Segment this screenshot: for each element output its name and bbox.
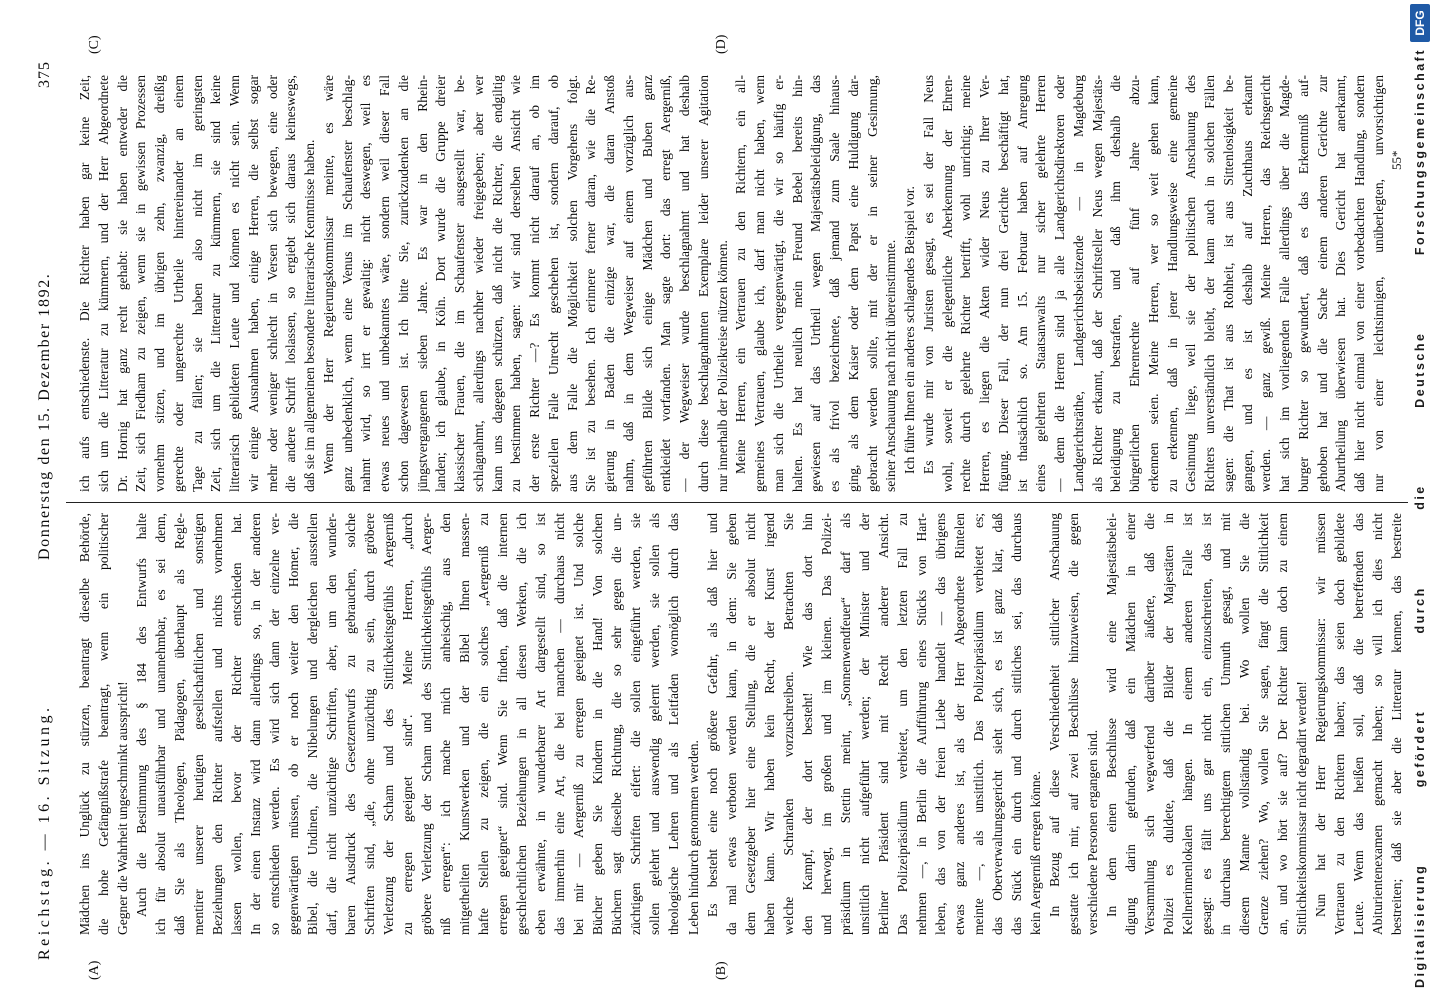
text-line: Richters unverständlich bleibt, der kann auch in solchen Fällen [1202, 75, 1217, 492]
text-line: Nun hat der Herr Regierungskommissar: wir müssen [1313, 513, 1329, 917]
text-line: mehr oder weniger schlecht in Versen sich bewegen, eine oder [264, 75, 280, 492]
text-line: schon dagewesen ist. Ich bitte Sie, zurückzudenken an die [395, 75, 411, 492]
text-line: ging, als dem Kaiser oder dem Papst eine Huldigung dar- [845, 75, 861, 492]
text-line: Zeit, sich um die Litteratur zu kümmern, sie sind keine [208, 75, 224, 492]
margin-marker-d: (D) [714, 34, 729, 54]
margin-marker-b: (B) [714, 961, 729, 980]
page-header-date: Donnerstag den 15. Dezember 1892. [36, 272, 53, 560]
text-line: nur von einer leichtsinnigen, unüberlegten, unvorsichtigen [1370, 75, 1386, 492]
text-line: gewiesen auf das Urtheil wegen Majestätsbeleidigung, das [808, 75, 824, 492]
text-line: theologische Lehren und als Leitfaden womöglich durch das [666, 513, 682, 935]
text-line: daß Sie als Theologen, Pädagogen, überhaupt als Regle- [172, 513, 188, 935]
text-line: fügung. Dieser Fall, der nun drei Gerichte beschäftigt hat, [995, 75, 1011, 492]
text-line: Gesinnung liege, weil sie der politischen Anschauung des [1183, 75, 1199, 492]
text-line: geführten Bilde sich einige Mädchen und Buben ganz [639, 75, 655, 492]
text-line: Kellnerinnenlokalen hängen. In einem anderen Falle ist [1179, 513, 1195, 935]
text-line: Leben hindurch genommen werden. [685, 740, 701, 935]
text-line: Grenze ziehen? Wo, wollen Sie sagen, fängt die Sittlichkeit [1255, 513, 1271, 935]
text-line: Gegner die Wahrheit ungeschminkt ausspricht! [115, 681, 131, 935]
text-line: dem Gesetzgeber hier eine Stellung, die er absolut nicht [742, 513, 758, 935]
text-line: In dem einen Beschlusse wird eine Majestätsbelei- [1103, 513, 1119, 917]
text-line: hat sich im vorliegenden Falle allerdings über die Magde- [1277, 75, 1292, 492]
text-line: ist thatsächlich so. Am 15. Februar haben auf Anregung [1014, 75, 1030, 492]
text-line: sollen gelehrt und auswendig gelernt werden, sie sollen als [647, 513, 663, 935]
text-line: es als frivol bezeichnete, daß jemand zum Saale hinaus- [827, 75, 842, 492]
right-column [76, 75, 1389, 492]
text-line: eines gelehrten Staatsanwalts nur sicher gelehrte Herren [1033, 75, 1049, 492]
text-line: haben kann. Wir haben kein Recht, der Kunst irgend [761, 513, 777, 935]
text-line: darf, die nicht unzüchtige Schriften, aber, um den wunder- [324, 513, 340, 935]
text-line: so entschieden werden. Es wird sich dann der einzelne ver- [267, 513, 283, 935]
text-line: als Richter erkannt, daß der Schriftsteller Neus wegen Majestäts- [1089, 75, 1105, 492]
text-line: zu erkennen, daß in jener Handlungsweise eine gemeine [1164, 75, 1180, 492]
text-line: gerechte oder ungerechte Urtheile hintereinander an einem [170, 75, 186, 492]
text-line: und herwogt, im großen und im kleinen. Das Polizei- [818, 513, 834, 935]
text-line: bestreiten; daß sie aber die Litteratur kennen, das bestreite [1389, 513, 1405, 935]
text-line: klassischer Frauen, die im Schaufenster ausgestellt war, be- [452, 75, 467, 492]
text-line: Büchern sagt dieselbe Richtung, die so sehr gegen die un- [609, 513, 625, 935]
text-line: gangen, und es ist deshalb auf Zuchthaus erkannt [1239, 75, 1255, 492]
text-line: Wenn der Herr Regierungskommissar meinte, es wäre [320, 75, 336, 474]
text-line: das immerhin eine Art, die bei manchen — durchaus nicht [552, 513, 568, 935]
text-line: hafte Stellen zu zeigen, die ein solches „Aergerniß zu [476, 513, 492, 935]
text-line: Es wurde mir von Juristen gesagt, es sei der Fall Neus [920, 75, 936, 474]
text-line: leben, das von der freien Liebe handelt — das übrigens [932, 513, 948, 935]
text-line: halten. Es hat neulich mein Freund Bebel bereits hin- [789, 75, 805, 492]
text-line: mitgetheilten Kunstwerken und der Bibel Ihnen massen- [457, 513, 473, 935]
text-line: durch diese beschlagnahmten Exemplare leider unserer Agitation [695, 75, 711, 492]
text-line: zu bestimmen haben, sagen: wir sind derselben Ansicht wie [508, 75, 524, 492]
text-line: sich um die Litteratur zu kümmern, und der Herr Abgeordnete [95, 75, 111, 492]
text-line: gehoben hat und die Sache einem anderen Gerichte zur [1314, 75, 1330, 492]
text-line: zu erregen geeignet sind“. Meine Herren, „durch [400, 513, 416, 935]
text-line: Meine Herren, ein Vertrauen zu den Richtern, ein all- [733, 75, 749, 474]
text-line: meinte —, als unsittlich. Das Polizeipräsidium verbietet es; [970, 513, 986, 935]
text-line: vornehm sitzen, und im übrigen zehn, zwanzig, dreißig [152, 75, 167, 492]
text-line: litterarisch gebildeten Leute und können es nicht sein. Wenn [227, 75, 242, 492]
text-line: speziellen Falle Unrecht geschehen ist, sondern darauf, ob [545, 75, 561, 492]
text-line: Auch die Bestimmung des § 184 des Entwurfs halte [134, 513, 150, 917]
text-line: In der einen Instanz wird dann allerdings so, in der anderen [248, 513, 264, 935]
text-line: gemeines Vertrauen, glaube ich, darf man nicht haben, wenn [752, 75, 767, 492]
text-line: Herren, es liegen die Akten wider Neus zu Ihrer Ver- [977, 75, 992, 492]
text-line: landen; ich glaube, in Köln. Dort wurde die Gruppe dreier [433, 75, 449, 492]
text-line: präsidium in Stettin meint, „Sonnenwendfeuer“ darf als [837, 513, 853, 935]
text-line: gestatte ich mir, auf zwei Beschlüsse hinzuweisen, die gegen [1065, 513, 1081, 935]
text-line: Sie ist zu besehen. Ich erinnere ferner daran, wie die Re- [583, 75, 599, 492]
dfg-logo-icon: DFG [1410, 4, 1430, 42]
text-line: eben erwähnte, in wunderbarer Art dargestellt sind, so ist [533, 513, 549, 935]
text-line: das Oberverwaltungsgericht sieht sich, es ist ganz klar, daß [989, 513, 1005, 935]
column-divider [66, 502, 1408, 503]
text-line: jüngstvergangenen sieben Jahre. Es war in den Rhein- [414, 75, 430, 492]
text-line: ich für absolut unausführbar und unannehmbar, es sei denn, [153, 513, 169, 935]
text-line: den Kampf, der dort besteht! Wie das dort hin [799, 513, 815, 935]
text-line: in durchaus berechtigtem sittlichen Unmuth gesagt, und mit [1217, 513, 1233, 935]
text-line: kann uns dagegen schützen, daß nicht die Richter, die endgiltig [489, 75, 505, 492]
text-line: Ich führe Ihnen ein anderes schlagendes Beispiel vor. [902, 186, 917, 474]
text-line: erkennen seien. Meine Herren, wer so weit gehen kann, [1145, 75, 1161, 492]
text-line: da mal etwas verboten werden kann, in dem: Sie geben [723, 513, 739, 935]
text-line: baren Ausdruck des Gesetzentwurfs zu gebrauchen, solche [343, 513, 359, 935]
text-line: Bücher geben Sie Kindern in die Hand! Von solchen [590, 513, 606, 935]
text-line: ich aufs entschiedenste. Die Richter haben gar keine Zeit, [77, 75, 92, 492]
text-line: — der Wegweiser wurde beschlagnahmt und hat deshalb [677, 75, 692, 492]
text-line: Vertrauen zu den Richtern haben; das seien doch gebildete [1332, 513, 1348, 935]
signature-mark: 55* [1389, 150, 1404, 170]
text-line: beleidigung zu bestrafen, und daß ihm deshalb die [1108, 75, 1124, 492]
text-line: Es besteht eine noch größere Gefahr, als daß hier und [704, 513, 720, 917]
text-line: Dr. Hornig hat ganz recht gehabt: sie haben entweder die [114, 75, 130, 492]
text-line: werden. — ganz gewiß. Meine Herren, das Reichsgericht [1258, 75, 1274, 492]
text-line: etwas ganz anderes ist, als der Herr Abgeordnete Rintelen [951, 513, 967, 935]
text-line: Zeit, sich Fiedham zu zeigen, wenn sie in gewissen Prozessen [133, 75, 149, 492]
text-line: Tage zu fällen; sie haben also nicht im geringsten [189, 75, 205, 492]
text-line: seiner Anschauung nach nicht übereinstimmte. [883, 239, 899, 492]
text-line: etwas neues und unbekanntes wäre, sondern weil dieser Fall [377, 75, 392, 492]
text-line: Versammlung sich wegwerfend darüber äußerte, daß die [1141, 513, 1157, 935]
margin-marker-c: (C) [87, 35, 102, 54]
text-line: daß hier nicht einmal von einer vorbedachten Handlung, sondern [1352, 75, 1367, 492]
text-line: kein Aergerniß erregen könne. [1027, 771, 1043, 935]
text-line: Polizei es duldete, daß die Bilder der Majestäten in [1160, 513, 1176, 935]
text-line: diesem Manne vollständig bei. Wo wollen Sie die [1236, 513, 1252, 935]
text-line: nahmt wird, so irrt er gewaltig: nicht deswegen, weil es [358, 75, 374, 492]
text-line: ganz unbedenklich, wenn eine Venus im Schaufenster beschlag- [339, 75, 355, 492]
text-line: In Bezug auf diese Verschiedenheit sittlicher Anschauung [1046, 513, 1062, 917]
text-line: welche Schranken vorzuschreiben. Betrachten Sie [780, 513, 796, 935]
text-line: mentirer unserer heutigen gesellschaftlichen und sonstigen [191, 513, 207, 935]
text-line: nahm, daß in dem Wegweiser auf einem vorzüglich aus- [620, 75, 636, 492]
text-line: gebracht werden sollte, mit der er in seiner Gesinnung, [864, 75, 880, 492]
text-line: das Stück ein durch und durch sittliches sei, das durchaus [1008, 513, 1024, 935]
text-line: sagen: die That ist aus Rohheit, ist aus Sittenlosigkeit be- [1220, 75, 1236, 492]
text-line: burger Richter so gewundert, daß es das Erkenntniß auf- [1295, 75, 1311, 492]
text-line: aus dem Falle die Möglichkeit solchen Vorgehens folgt. [564, 75, 580, 492]
text-line: erregen geeignet“ sind. Wenn Sie finden, daß die internen [495, 513, 511, 935]
text-line: schlagnahmt, allerdings nachher wieder freigegeben; aber wer [470, 75, 486, 492]
text-line: bürgerlichen Ehrenrechte auf fünf Jahre abzu- [1127, 75, 1142, 492]
text-line: Das Polizeipräsidium verbietet, um den letzten Fall zu [894, 513, 910, 935]
text-line: digung darin gefunden, daß ein Mädchen in einer [1122, 513, 1138, 935]
page-header-session: Reichstag. — 16. Sitzung. [36, 704, 53, 960]
text-line: gröbere Verletzung der Scham und des Sittlichkeitsgefühls Aerger- [419, 513, 435, 935]
text-line: die hohe Gefängnißstrafe beantragt, wenn ein politischer [96, 513, 112, 935]
funding-credit: Digitalisierung gefördert durch die Deutsche Forschungsgemeinschaft [1413, 48, 1427, 988]
text-line: wohl, soweit er die gelegentliche Aberkennung der Ehren- [939, 75, 955, 492]
text-line: die andere Schrift loslassen, so ergiebt sich daraus keineswegs, [283, 75, 299, 492]
text-line: rechte durch gelehrte Richter betrifft, wohl unrichtig; meine [958, 75, 974, 492]
text-line: gesagt: es fällt uns gar nicht ein, einzuschreiten, das ist [1198, 513, 1214, 935]
text-line: daß sie im allgemeinen besondere litterarische Kenntnisse haben. [302, 139, 317, 492]
page-number: 375 [36, 61, 53, 88]
text-line: geschlechtlichen Beziehungen in all diesen Werken, die ich [514, 513, 530, 935]
text-line: unsittlich nicht aufgeführt werden; der Minister und der [856, 513, 872, 935]
text-line: Sittlichkeitskommissar nicht degradirt werden! [1294, 681, 1309, 935]
text-line: Abiturientenexamen gemacht haben; so will ich dies nicht [1370, 513, 1386, 935]
text-line: Mädchen ins Unglück zu stürzen, beantragt dieselbe Behörde, [77, 513, 92, 935]
text-line: an, und wo hört sie auf? Der Richter kann doch zu einem [1274, 513, 1290, 935]
text-line: Aburtheilung überwiesen hat. Dies Gericht hat anerkannt, [1333, 75, 1349, 492]
text-line: Bibel, die Undinen, die Nibelungen und dergleichen ausstellen [305, 513, 321, 935]
text-line: nehmen —, in Berlin die Aufführung eines Stücks von Hart- [913, 513, 929, 935]
text-line: Landgerichtsräthe, Landgerichtsbeisitzende — in Magdeburg [1070, 75, 1086, 492]
text-line: Berliner Präsident sind mit Recht anderer Ansicht. [875, 513, 891, 935]
text-line: bei mir — Aergerniß zu erregen geeignet ist. Und solche [571, 513, 587, 935]
text-line: wir einige Ausnahmen haben, einige Herren, die selbst sogar [245, 75, 261, 492]
text-line: Beziehungen den Richter aufstellen und nichts vornehmen [210, 513, 226, 935]
left-column [76, 513, 1407, 935]
text-line: niß erregen“: ich mache mich anheischig, aus den [438, 513, 454, 935]
text-line: man sich die Urtheile vergegenwärtigt, die wir so häufig er- [770, 75, 786, 492]
text-line: lassen wollen, bevor der Richter entschieden hat. [229, 513, 245, 935]
text-line: der erste Richter —? Es kommt nicht darauf an, ob im [527, 75, 542, 492]
text-line: Leute. Wenn das heißen soll, daß die betreffenden das [1351, 513, 1367, 935]
text-line: — denn die Herren sind ja alle Landgerichtsdirektoren oder [1052, 75, 1067, 492]
text-line: züchtigen Schriften eifert: die sollen eingeführt werden, sie [628, 513, 644, 935]
text-line: Verletzung der Scham und des Sittlichkeitsgefühls Aergerniß [381, 513, 397, 935]
text-line: nur innerhalb der Polizeikreise nützen können. [714, 240, 730, 492]
text-line: Schriften sind, „die, ohne unzüchtig zu sein, durch gröbere [362, 513, 378, 935]
margin-marker-a: (A) [87, 960, 102, 980]
text-line: gegenwärtigen müssen, ob er noch weiter den Homer, die [286, 513, 302, 935]
text-line: verschiedene Personen ergangen sind. [1084, 729, 1100, 935]
text-line: entkleidet vorfanden. Man sagte dort: das erregt Aergerniß, [658, 75, 674, 492]
text-line: gierung in Baden die einzige war, die daran Anstoß [602, 75, 617, 492]
